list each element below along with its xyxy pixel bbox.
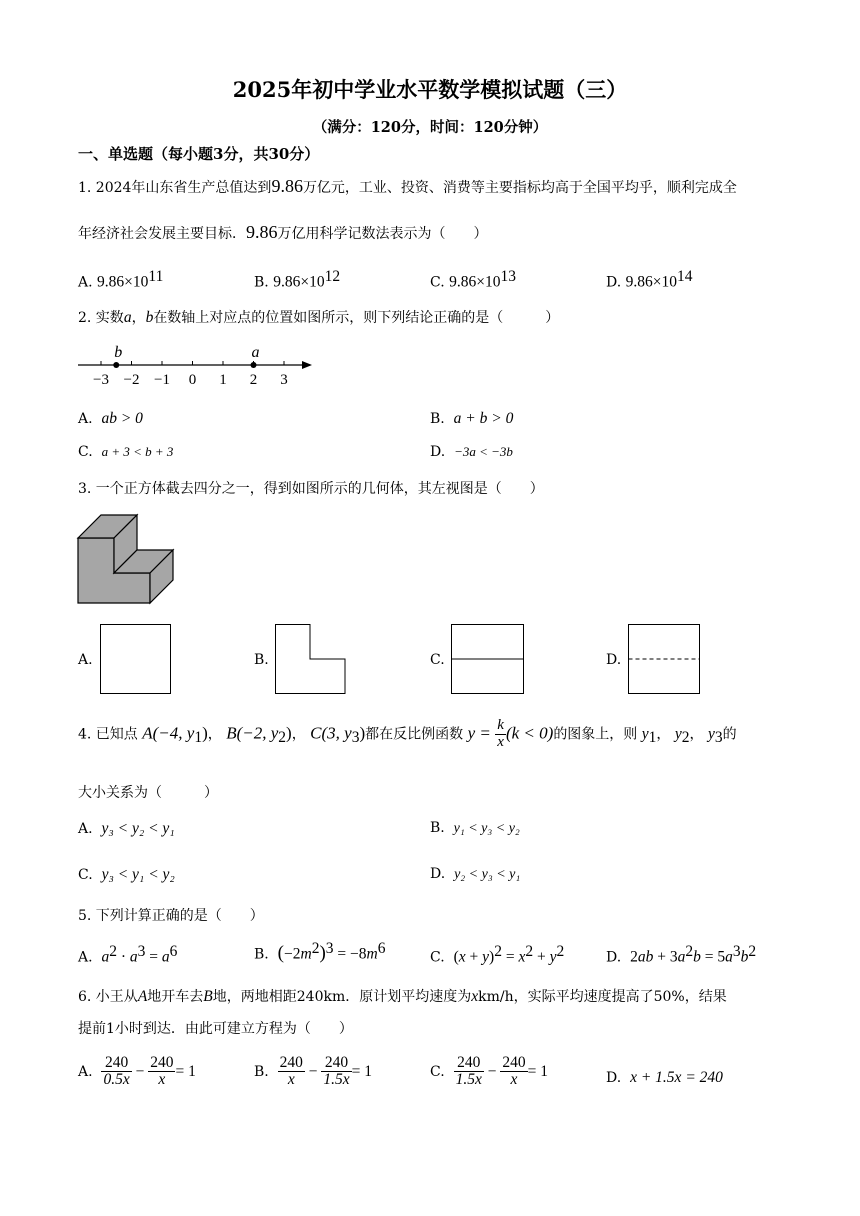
number-line-figure bbox=[78, 340, 318, 390]
q4-stem-line2: 大小关系为（ ） bbox=[78, 785, 218, 801]
q6-option-a[interactable]: A. $\frac{240}{0.5x}$ − $\frac{240}{x}$ = 1 bbox=[78, 1054, 196, 1089]
q6-option-d[interactable]: D. x + 1.5x = 240 bbox=[606, 1069, 723, 1086]
point-a bbox=[251, 362, 257, 368]
number-line-tick-label: −1 bbox=[154, 372, 170, 388]
point-b bbox=[113, 362, 119, 368]
q3-option-a-letter: A. bbox=[78, 652, 93, 668]
q3-option-c[interactable] bbox=[451, 624, 525, 696]
q6-line2: 提前1小时到达．由此可建立方程为（ ） bbox=[78, 1021, 353, 1037]
exam-title: 2025年初中学业水平数学模拟试题（三） bbox=[232, 77, 628, 102]
q4-option-d[interactable]: D. y₂ < y₃ < y₁ bbox=[430, 866, 521, 882]
q3-option-d-letter: D. bbox=[606, 652, 622, 668]
number-line-tick-label: 2 bbox=[249, 372, 258, 388]
cube-figure bbox=[78, 515, 178, 605]
q4-option-a[interactable]: A. y₃ < y₂ < y₁ bbox=[78, 820, 175, 837]
section-heading: 一、单选题（每小题3分，共30分） bbox=[78, 145, 320, 163]
q1-line1: 1. 2024年山东省生产总值达到9.86万亿元，工业、投资、消费等主要指标均高于全国平均乎，顺利完成全 bbox=[78, 176, 737, 196]
q3-stem: 3. 一个正方体截去四分之一，得到如图所示的几何体，其左视图是（ ） bbox=[78, 481, 544, 497]
q5-option-a[interactable]: A. $a^2 \cdot a^3 = a^6$ bbox=[78, 943, 178, 966]
number-line-tick-label: 0 bbox=[188, 372, 197, 388]
q2-stem: 2. 实数a，b在数轴上对应点的位置如图所示，则下列结论正确的是（ ） bbox=[78, 309, 560, 326]
q3-option-d[interactable] bbox=[628, 624, 702, 696]
q2-option-a[interactable]: A. ab > 0 bbox=[78, 410, 143, 427]
number-line-tick-label: 1 bbox=[219, 372, 227, 388]
q5-option-c[interactable]: C. $(x + y)^2 = x^2 + y^2$ bbox=[430, 943, 565, 966]
q5-option-d[interactable]: D. $2ab + 3a^2b = 5a^3b^2$ bbox=[606, 943, 757, 966]
q1-line2: 年经济社会发展主要目标．9.86万亿用科学记数法表示为（ ） bbox=[78, 222, 488, 242]
q6-line1: 6. 小王从A地开车去B地，两地相距240km．原计划平均速度为xkm/h，实际平均速度提高了50%，结果 bbox=[78, 988, 727, 1005]
label-a: a bbox=[251, 344, 260, 361]
q2-option-b[interactable]: B. a + b > 0 bbox=[430, 410, 514, 427]
q1-option-c[interactable]: C. $9.86\times 10^{13}$ bbox=[430, 268, 516, 291]
q3-option-a[interactable] bbox=[100, 624, 172, 696]
q2-option-c[interactable]: C. a + 3 < b + 3 bbox=[78, 444, 174, 460]
q6-option-c[interactable]: C. $\frac{240}{1.5x}$ − $\frac{240}{x}$ = 1 bbox=[430, 1054, 548, 1089]
q6-option-b[interactable]: B. $\frac{240}{x}$ − $\frac{240}{1.5x}$ = 1 bbox=[254, 1054, 373, 1089]
q1-option-b[interactable]: B. $9.86\times 10^{12}$ bbox=[254, 268, 341, 291]
q3-option-b-letter: B. bbox=[254, 652, 269, 668]
q4-option-c[interactable]: C. y₃ < y₁ < y₂ bbox=[78, 866, 175, 883]
exam-subtitle: （满分：120分，时间：120分钟） bbox=[312, 119, 548, 136]
q2-option-d[interactable]: D. −3a < −3b bbox=[430, 444, 513, 460]
q3-option-c-letter: C. bbox=[430, 652, 445, 668]
q1-option-d[interactable]: D. $9.86\times 10^{14}$ bbox=[606, 268, 693, 291]
q4-stem-line1: 4. 已知点 A(−4, $y_1$)， B(−2, $y_2$)， C(3, $y_3$)都在反比例函数 y = $\frac{k}{x}$ (k < 0)的图象上，则 $y_1$， $y_2$， $y_3$的 bbox=[78, 717, 737, 750]
q5-option-b[interactable]: B. $(-2m^2)^3 = -8m^6$ bbox=[254, 940, 386, 964]
q3-option-b[interactable] bbox=[275, 624, 347, 696]
q5-stem: 5. 下列计算正确的是（ ） bbox=[78, 908, 264, 924]
number-line-tick-label: −3 bbox=[93, 372, 109, 388]
number-line-tick-label: −2 bbox=[123, 372, 140, 388]
q4-option-b[interactable]: B. y₁ < y₃ < y₂ bbox=[430, 820, 520, 836]
label-b: b bbox=[114, 344, 123, 361]
number-line-arrow bbox=[302, 361, 312, 369]
number-line-tick-label: 3 bbox=[280, 372, 288, 388]
q1-option-a[interactable]: A. $9.86\times 10^{11}$ bbox=[78, 268, 164, 291]
